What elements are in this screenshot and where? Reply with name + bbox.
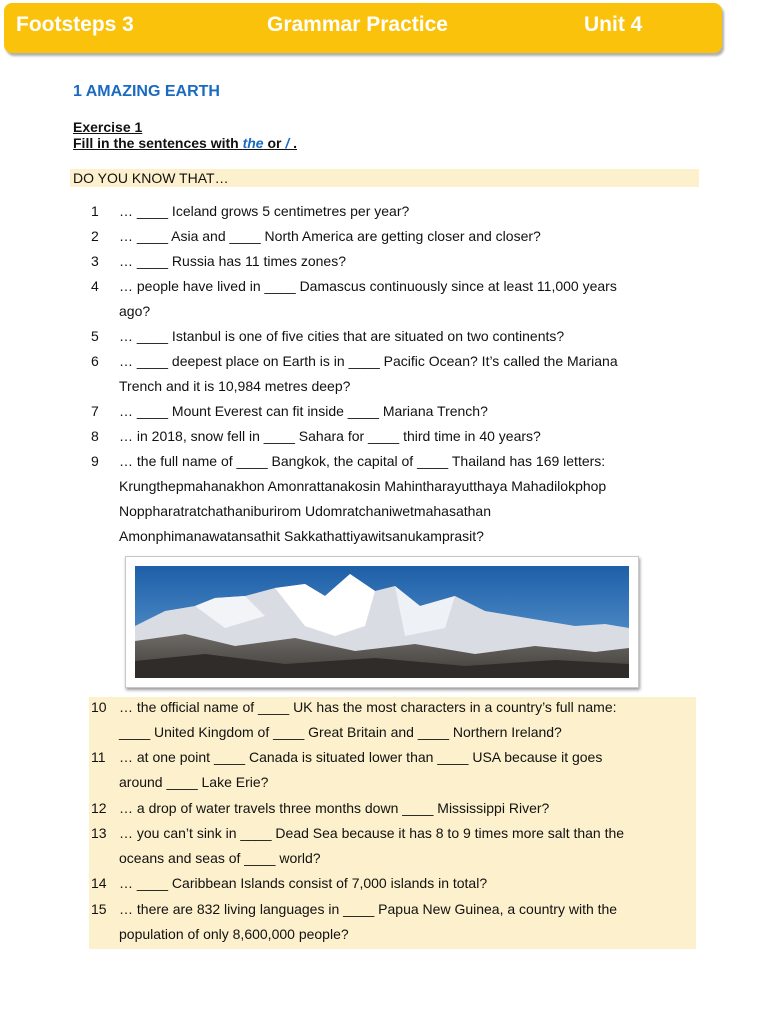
item-line: … in 2018, snow fell in ____ Sahara for ____ third time in 40 years? [119, 428, 541, 444]
item-number: 1 [91, 203, 99, 219]
item-line: … ____ Iceland grows 5 centimetres per year? [119, 203, 410, 219]
item-text [119, 349, 679, 399]
item-number: 8 [91, 428, 99, 444]
item-number: 13 [91, 825, 107, 841]
item-line: around ____ Lake Erie? [119, 774, 269, 790]
item-line: … ____ Russia has 11 times zones? [119, 253, 346, 269]
mountain-photo [125, 556, 639, 688]
item-text [119, 224, 679, 249]
unit-label: Unit 4 [584, 13, 643, 36]
item-text [119, 199, 679, 224]
item-number: 5 [91, 328, 99, 344]
item-line: Krungthepmahanakhon Amonrattanakosin Mahintharayutthaya Mahadilokphop [119, 478, 607, 494]
instruction-the: the [242, 135, 264, 151]
book-title: Footsteps 3 [16, 13, 134, 36]
item-text [119, 897, 679, 947]
item-number: 12 [91, 800, 107, 816]
item-number: 14 [91, 875, 107, 891]
worksheet-title: Grammar Practice [267, 13, 448, 36]
item-text [119, 745, 679, 795]
item-number: 15 [91, 901, 107, 917]
item-line: ____ United Kingdom of ____ Great Britain and ____ Northern Ireland? [119, 724, 562, 740]
item-line: … there are 832 living languages in ____ Papua New Guinea, a country with the [119, 901, 618, 917]
item-text [119, 796, 679, 821]
item-line: … the official name of ____ UK has the most characters in a country’s full name: [119, 699, 617, 715]
item-line: … people have lived in ____ Damascus continuously since at least 11,000 years [119, 278, 617, 294]
item-text [119, 871, 679, 896]
item-line: … ____ Istanbul is one of five cities that are situated on two continents? [119, 328, 565, 344]
item-number: 7 [91, 403, 99, 419]
item-line: … a drop of water travels three months down ____ Mississippi River? [119, 800, 550, 816]
item-text [119, 324, 679, 349]
item-text [119, 399, 679, 424]
do-you-know-banner: DO YOU KNOW THAT… [70, 169, 699, 187]
exercise-title: Exercise 1 [73, 119, 143, 135]
item-text [119, 249, 679, 274]
item-text [119, 449, 679, 549]
item-line: … at one point ____ Canada is situated lower than ____ USA because it goes [119, 749, 603, 765]
item-number: 3 [91, 253, 99, 269]
item-line: Trench and it is 10,984 metres deep? [119, 378, 351, 394]
item-number: 4 [91, 278, 99, 294]
item-line: Amonphimanawatansathit Sakkathattiyawitsanukamprasit? [119, 528, 484, 544]
item-number: 10 [91, 699, 107, 715]
item-number: 2 [91, 228, 99, 244]
item-line: Noppharatratchathaniburirom Udomratchaniwetmahasathan [119, 503, 491, 519]
item-number: 11 [91, 749, 106, 765]
item-line: … ____ Mount Everest can fit inside ____ Mariana Trench? [119, 403, 488, 419]
item-line: ago? [119, 303, 151, 319]
instruction-period: . [293, 135, 298, 151]
section-title: 1 AMAZING EARTH [73, 83, 220, 100]
item-line: population of only 8,600,000 people? [119, 926, 349, 942]
header-bar [4, 3, 722, 53]
item-line: … the full name of ____ Bangkok, the capital of ____ Thailand has 169 letters: [119, 453, 606, 469]
item-line: oceans and seas of ____ world? [119, 850, 321, 866]
instruction-text: Fill in the sentences with [73, 135, 243, 151]
exercise-instruction [73, 135, 297, 151]
item-line: … ____ Asia and ____ North America are getting closer and closer? [119, 228, 541, 244]
item-text [119, 424, 679, 449]
item-text [119, 695, 679, 745]
item-number: 9 [91, 453, 99, 469]
item-number: 6 [91, 353, 99, 369]
item-text [119, 274, 679, 324]
item-text [119, 821, 679, 871]
instruction-or: or [263, 135, 286, 151]
item-line: … you can’t sink in ____ Dead Sea because it has 8 to 9 times more salt than the [119, 825, 625, 841]
item-line: … ____ deepest place on Earth is in ____ Pacific Ocean? It’s called the Mariana [119, 353, 618, 369]
instruction-slash: / [285, 135, 294, 151]
item-line: … ____ Caribbean Islands consist of 7,000 islands in total? [119, 875, 488, 891]
